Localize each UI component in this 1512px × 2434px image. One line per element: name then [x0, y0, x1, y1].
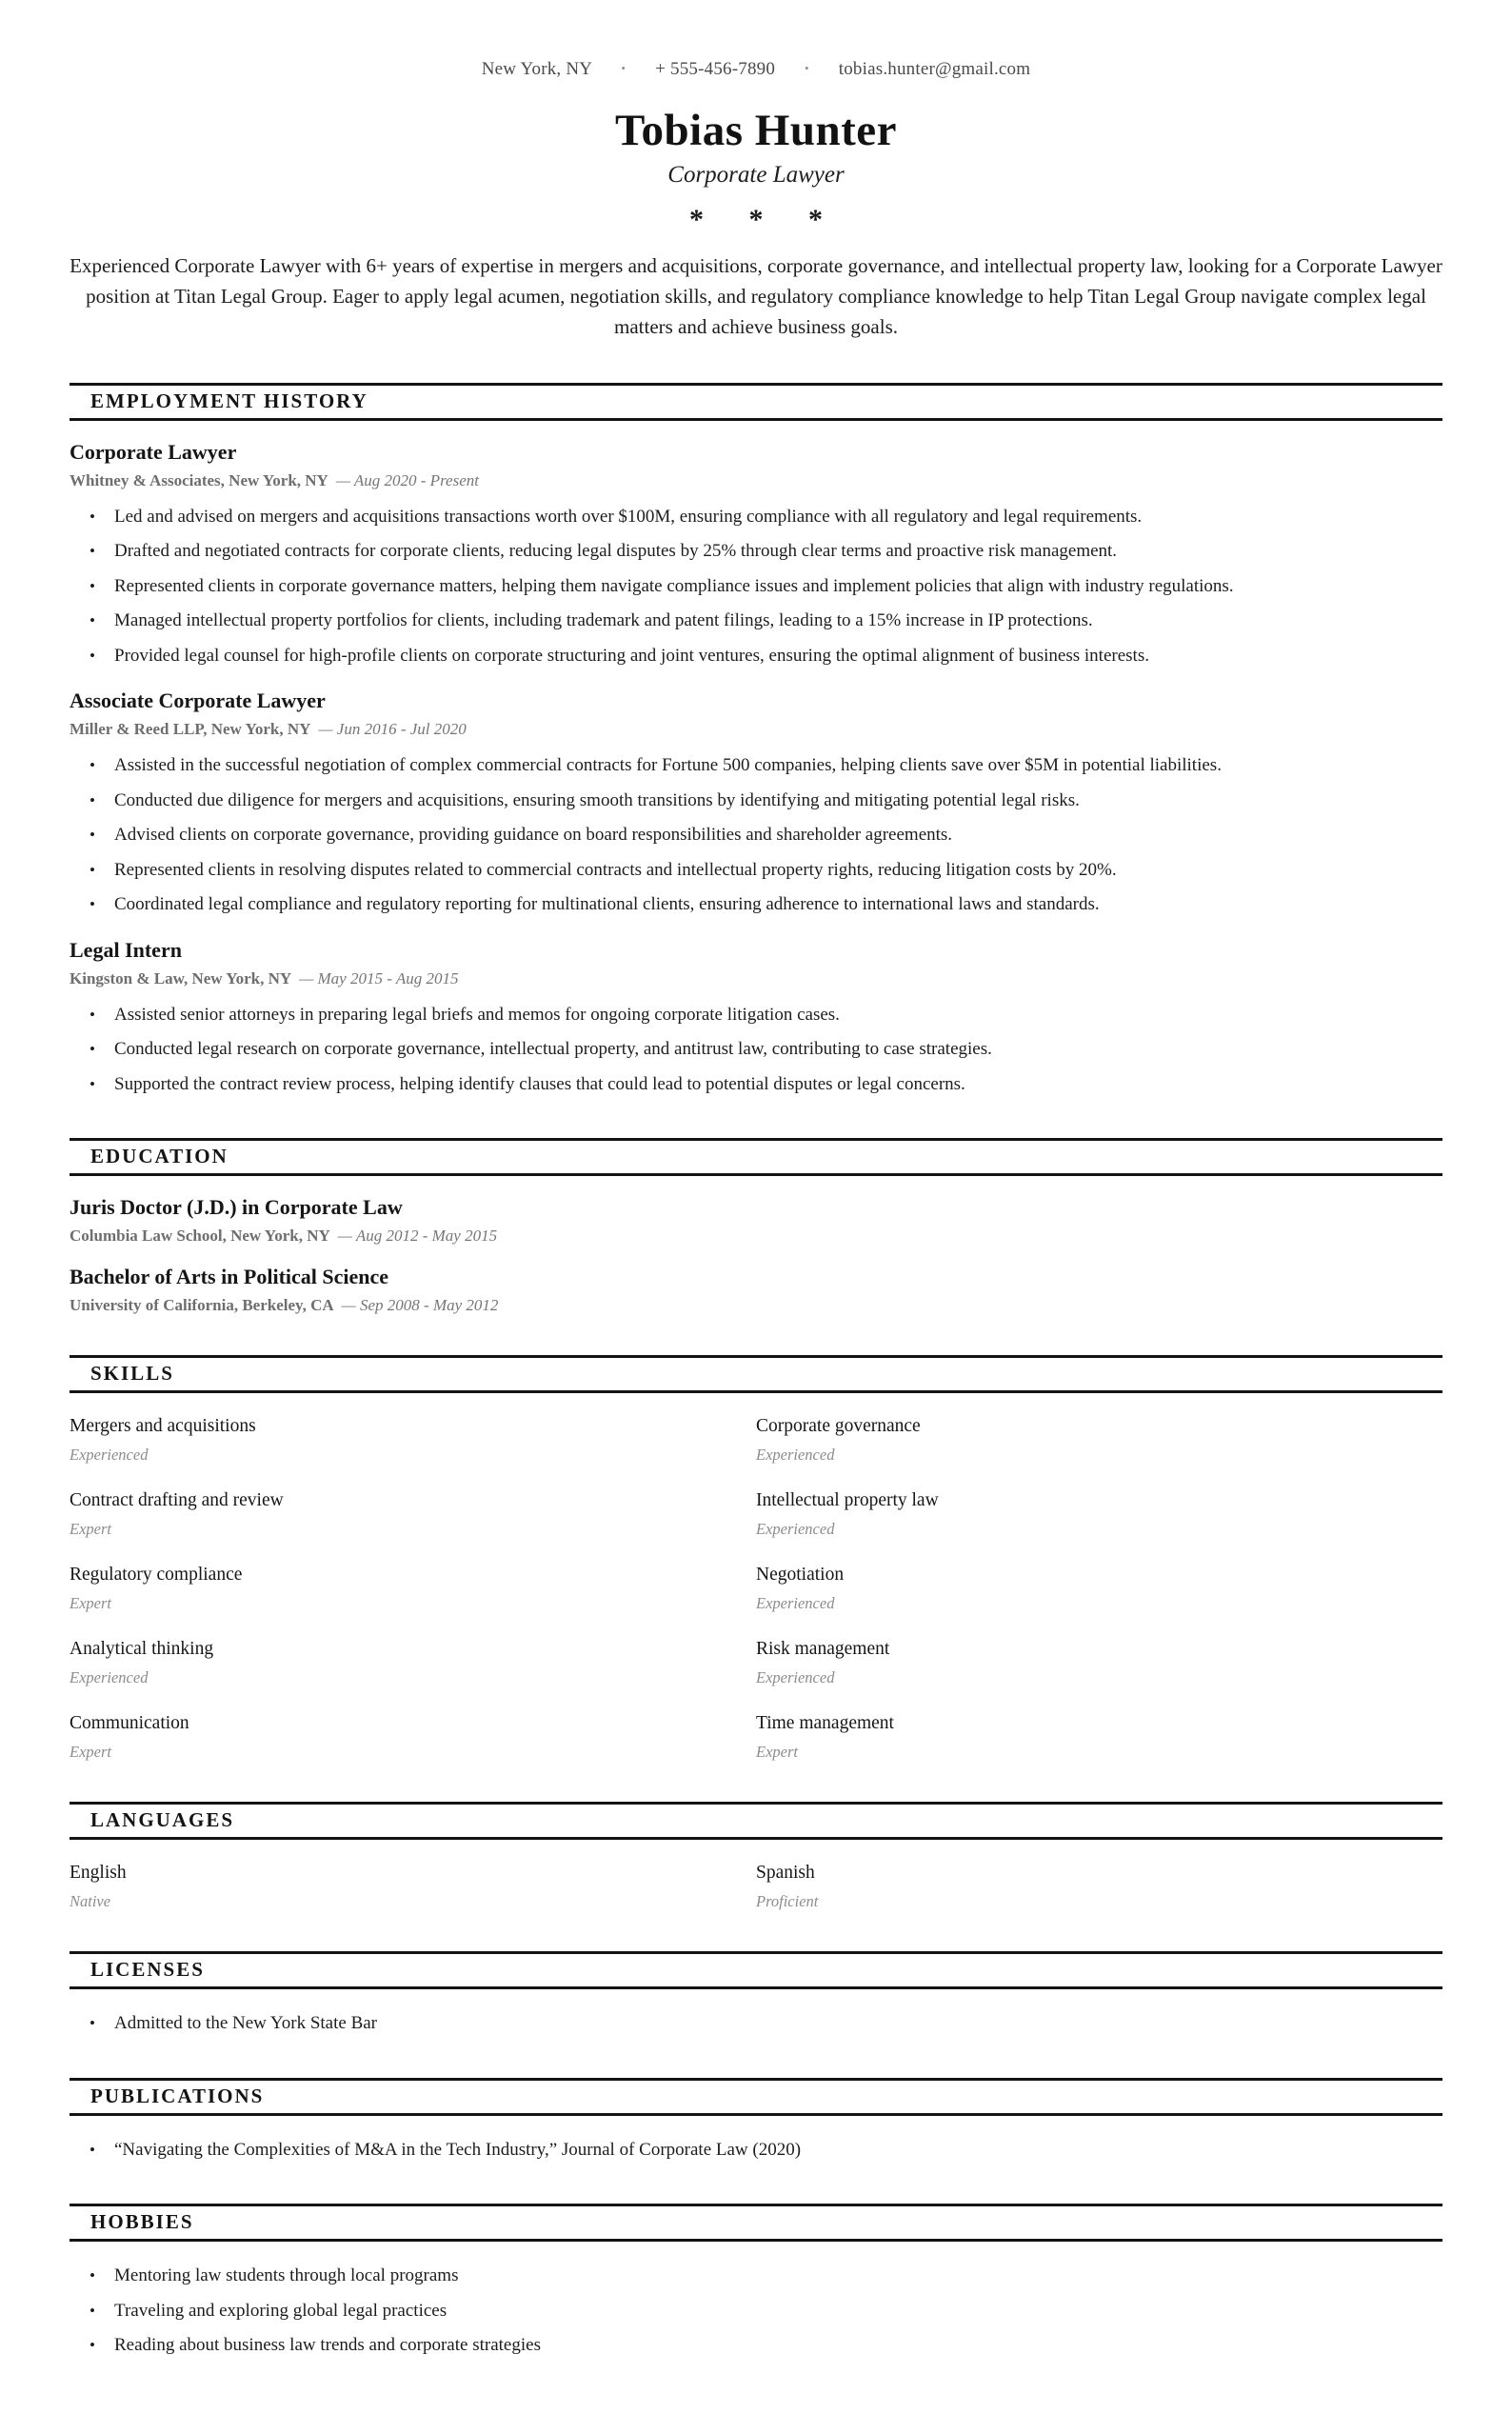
hobby-item: • Traveling and exploring global legal practices	[70, 2298, 1442, 2325]
candidate-title: Corporate Lawyer	[667, 162, 845, 188]
language-name: English	[70, 1863, 127, 1884]
skill-level: Experienced	[756, 1446, 835, 1465]
language-item	[70, 1863, 756, 1911]
section-title-skills: SKILLS	[70, 1355, 1442, 1393]
degree-school: University of California, Berkeley, CA	[70, 1296, 334, 1315]
contact-separator-dot: •	[805, 61, 809, 75]
job-meta	[70, 471, 1442, 490]
job-company: Whitney & Associates, New York, NY	[70, 470, 328, 489]
contact-location: New York, NY	[481, 59, 592, 79]
job-bullet: • Conducted legal research on corporate governance, intellectual property, and antitrust law, contributing to case strategies.	[70, 1036, 1442, 1064]
skill-name: Intellectual property law	[756, 1490, 939, 1511]
skill-name: Contract drafting and review	[70, 1490, 284, 1511]
section-education	[70, 1138, 1442, 1315]
job-entry	[70, 688, 1442, 919]
section-title-licenses: LICENSES	[70, 1951, 1442, 1989]
section-employment-history	[70, 383, 1442, 1099]
skill-item	[756, 1713, 1442, 1762]
job-dates: — Aug 2020 - Present	[335, 470, 479, 489]
skill-level: Experienced	[756, 1594, 835, 1613]
skill-name: Mergers and acquisitions	[70, 1416, 256, 1437]
job-bullet: • Led and advised on mergers and acquisitions transactions worth over $100M, ensuring compliance with all regulatory and legal requirements.	[70, 504, 1442, 531]
degree-meta	[70, 1227, 1442, 1246]
skill-name: Corporate governance	[756, 1416, 921, 1437]
job-company: Miller & Reed LLP, New York, NY	[70, 720, 311, 739]
skill-item	[756, 1490, 1442, 1539]
job-entry	[70, 938, 1442, 1099]
section-title-languages: LANGUAGES	[70, 1802, 1442, 1840]
job-entry	[70, 440, 1442, 670]
contact-line	[70, 59, 1442, 80]
job-title: Legal Intern	[70, 937, 182, 962]
profile-summary: Experienced Corporate Lawyer with 6+ years of expertise in mergers and acquisitions, corporate governance, and intellectual property law, looking for a Corporate Lawyer position at Titan Legal Group. Eager to apply legal acumen, negotiation skills, and regulatory compliance knowledge to help Titan Legal Group navigate complex legal matters and achieve business goals.	[70, 254, 1442, 338]
language-item	[756, 1863, 1442, 1911]
skill-item	[70, 1490, 756, 1539]
section-hobbies	[70, 2204, 1442, 2360]
hobby-item: • Mentoring law students through local programs	[70, 2263, 1442, 2290]
degree-title: Juris Doctor (J.D.) in Corporate Law	[70, 1195, 403, 1220]
licenses-list	[70, 2010, 1442, 2038]
education-entry	[70, 1195, 1442, 1246]
skills-grid	[70, 1416, 1442, 1762]
skill-level: Expert	[756, 1743, 798, 1762]
contact-separator-dot: •	[621, 61, 627, 75]
degree-school: Columbia Law School, New York, NY	[70, 1227, 330, 1246]
contact-email: tobias.hunter@gmail.com	[838, 59, 1031, 79]
skill-name: Risk management	[756, 1639, 890, 1660]
section-title-publications: PUBLICATIONS	[70, 2078, 1442, 2116]
skill-level: Expert	[70, 1594, 111, 1613]
license-item: • Admitted to the New York State Bar	[70, 2010, 1442, 2038]
skill-level: Experienced	[756, 1668, 835, 1687]
education-entry	[70, 1265, 1442, 1315]
skill-item	[70, 1713, 756, 1762]
language-level: Proficient	[756, 1892, 819, 1911]
hobbies-list	[70, 2263, 1442, 2360]
contact-phone: + 555-456-7890	[655, 59, 776, 79]
job-company: Kingston & Law, New York, NY	[70, 968, 292, 988]
skill-name: Regulatory compliance	[70, 1565, 243, 1586]
job-bullet: • Advised clients on corporate governance, providing guidance on board responsibilities and shareholder agreements.	[70, 822, 1442, 849]
job-bullet: • Conducted due diligence for mergers and acquisitions, ensuring smooth transitions by identifying and mitigating potential legal risks.	[70, 788, 1442, 815]
ornament-asterisks: * * *	[689, 204, 842, 235]
job-bullet: • Managed intellectual property portfolios for clients, including trademark and patent filings, leading to a 15% increase in IP protections.	[70, 608, 1442, 635]
job-bullet-list	[70, 1002, 1442, 1099]
job-dates: — May 2015 - Aug 2015	[299, 968, 459, 988]
hobby-item: • Reading about business law trends and corporate strategies	[70, 2332, 1442, 2360]
section-languages	[70, 1802, 1442, 1911]
language-name: Spanish	[756, 1863, 815, 1884]
job-bullet: • Assisted in the successful negotiation of complex commercial contracts for Fortune 500 companies, helping clients save over $5M in potential liabilities.	[70, 752, 1442, 780]
section-title-employment: EMPLOYMENT HISTORY	[70, 383, 1442, 421]
language-level: Native	[70, 1892, 111, 1911]
job-meta	[70, 969, 1442, 988]
skill-level: Expert	[70, 1743, 111, 1762]
skill-item	[756, 1416, 1442, 1465]
section-title-hobbies: HOBBIES	[70, 2204, 1442, 2242]
degree-dates: — Sep 2008 - May 2012	[341, 1296, 499, 1315]
skill-item	[756, 1565, 1442, 1613]
skill-item	[756, 1639, 1442, 1687]
skill-item	[70, 1639, 756, 1687]
job-bullet: • Represented clients in corporate governance matters, helping them navigate compliance issues and implement policies that align with industry regulations.	[70, 573, 1442, 601]
job-bullet: • Coordinated legal compliance and regulatory reporting for multinational clients, ensuring adherence to international laws and standards.	[70, 891, 1442, 919]
job-bullet: • Drafted and negotiated contracts for corporate clients, reducing legal disputes by 25% through clear terms and proactive risk management.	[70, 538, 1442, 566]
skill-item	[70, 1565, 756, 1613]
candidate-name: Tobias Hunter	[615, 106, 897, 155]
section-title-education: EDUCATION	[70, 1138, 1442, 1176]
skill-item	[70, 1416, 756, 1465]
skill-level: Experienced	[70, 1446, 149, 1465]
publications-list	[70, 2137, 1442, 2165]
section-skills	[70, 1355, 1442, 1762]
job-bullet-list	[70, 752, 1442, 919]
job-bullet: • Assisted senior attorneys in preparing legal briefs and memos for ongoing corporate litigation cases.	[70, 1002, 1442, 1029]
job-bullet: • Represented clients in resolving disputes related to commercial contracts and intellectual property rights, reducing litigation costs by 20%.	[70, 857, 1442, 885]
languages-grid	[70, 1863, 1442, 1911]
job-dates: — Jun 2016 - Jul 2020	[318, 720, 467, 739]
skill-level: Experienced	[70, 1668, 149, 1687]
degree-dates: — Aug 2012 - May 2015	[337, 1227, 498, 1246]
section-publications	[70, 2078, 1442, 2165]
job-title: Associate Corporate Lawyer	[70, 688, 326, 713]
job-bullet-list	[70, 504, 1442, 670]
section-licenses	[70, 1951, 1442, 2038]
skill-name: Time management	[756, 1713, 894, 1734]
publication-item: • “Navigating the Complexities of M&A in the Tech Industry,” Journal of Corporate Law (2020)	[70, 2137, 1442, 2165]
skill-level: Experienced	[756, 1520, 835, 1539]
degree-meta	[70, 1296, 1442, 1315]
skill-name: Communication	[70, 1713, 189, 1734]
job-title: Corporate Lawyer	[70, 439, 237, 464]
skill-name: Analytical thinking	[70, 1639, 214, 1660]
job-meta	[70, 720, 1442, 739]
job-bullet: • Supported the contract review process, helping identify clauses that could lead to potential disputes or legal concerns.	[70, 1071, 1442, 1099]
job-bullet: • Provided legal counsel for high-profile clients on corporate structuring and joint ventures, ensuring the optimal alignment of business interests.	[70, 643, 1442, 670]
degree-title: Bachelor of Arts in Political Science	[70, 1265, 389, 1289]
skill-name: Negotiation	[756, 1565, 845, 1586]
skill-level: Expert	[70, 1520, 111, 1539]
